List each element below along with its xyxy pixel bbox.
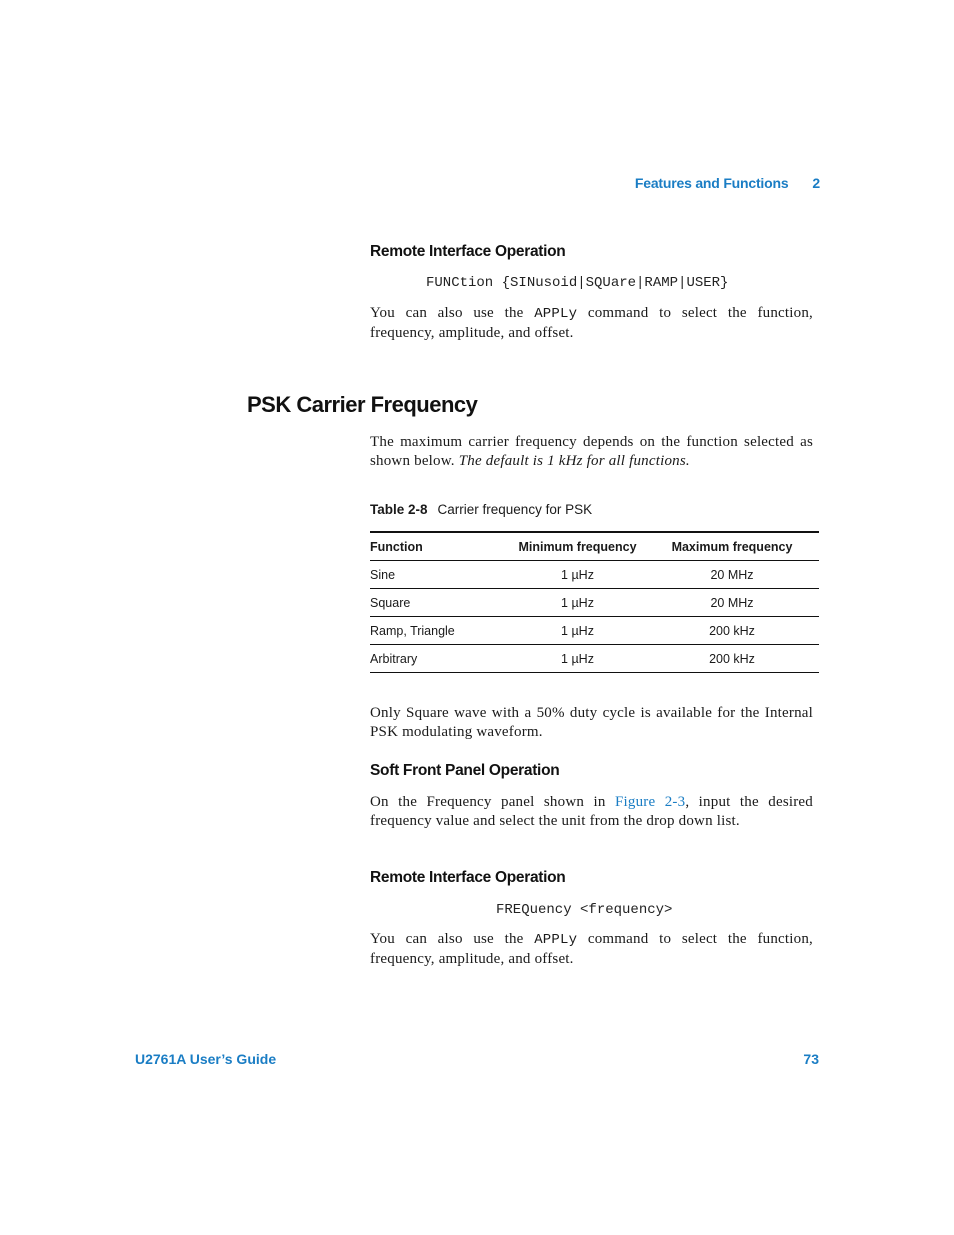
apply-inline-code: APPLy bbox=[534, 306, 578, 322]
apply-paragraph-1: You can also use the APPLy command to select the function, frequency, amplitude, and offset. bbox=[370, 305, 813, 341]
table-caption-text: Carrier frequency for PSK bbox=[437, 502, 593, 517]
frequency-command-code: FREQuency <frequency> bbox=[496, 902, 673, 918]
column-header-minimum: Minimum frequency bbox=[518, 539, 637, 554]
apply-inline-code: APPLy bbox=[534, 932, 578, 948]
cell-maximum: 200 kHz bbox=[645, 645, 819, 673]
cell-maximum: 20 MHz bbox=[645, 561, 819, 589]
section-intro: The maximum carrier frequency depends on the function selected as shown below. The default is 1 kHz for all functions. bbox=[370, 434, 813, 469]
carrier-frequency-table bbox=[370, 531, 819, 673]
figure-link[interactable]: Figure 2-3 bbox=[614, 794, 686, 810]
soft-front-panel-heading: Soft Front Panel Operation bbox=[370, 762, 560, 779]
remote-interface-heading-2: Remote Interface Operation bbox=[370, 869, 566, 886]
table-label: Table 2-8 bbox=[370, 502, 428, 517]
remote-interface-heading-1: Remote Interface Operation bbox=[370, 243, 566, 260]
apply-paragraph-2: You can also use the APPLy command to select the function, frequency, amplitude, and offset. bbox=[370, 931, 813, 967]
default-note: The default is 1 kHz for all functions. bbox=[458, 453, 690, 469]
function-command-code: FUNCtion {SINusoid|SQUare|RAMP|USER} bbox=[426, 275, 729, 291]
table-header-row bbox=[370, 532, 819, 561]
column-header-function: Function bbox=[370, 539, 423, 554]
cell-minimum: 1 µHz bbox=[510, 589, 645, 617]
section-title: PSK Carrier Frequency bbox=[247, 392, 478, 417]
cell-minimum: 1 µHz bbox=[510, 561, 645, 589]
cell-function: Arbitrary bbox=[370, 645, 510, 673]
header-section: Features and Functions bbox=[634, 175, 789, 191]
table-row bbox=[370, 589, 819, 617]
square-wave-note: Only Square wave with a 50% duty cycle is available for the Internal PSK modulating waveform. bbox=[370, 705, 813, 740]
cell-function: Square bbox=[370, 589, 510, 617]
column-header-maximum: Maximum frequency bbox=[671, 539, 793, 554]
header-chapter: 2 bbox=[812, 175, 820, 191]
footer-guide-title: U2761A User’s Guide bbox=[135, 1051, 277, 1067]
table-row bbox=[370, 617, 819, 645]
soft-panel-paragraph: On the Frequency panel shown in Figure 2-3, input the desired frequency value and select the unit from the drop down list. bbox=[370, 794, 813, 829]
table-caption bbox=[370, 502, 592, 517]
table-row bbox=[370, 645, 819, 673]
cell-minimum: 1 µHz bbox=[510, 617, 645, 645]
footer-page-number: 73 bbox=[803, 1051, 819, 1067]
cell-maximum: 200 kHz bbox=[645, 617, 819, 645]
cell-function: Sine bbox=[370, 561, 510, 589]
cell-function: Ramp, Triangle bbox=[370, 617, 510, 645]
cell-minimum: 1 µHz bbox=[510, 645, 645, 673]
table-row bbox=[370, 561, 819, 589]
cell-maximum: 20 MHz bbox=[645, 589, 819, 617]
running-header bbox=[635, 175, 820, 191]
